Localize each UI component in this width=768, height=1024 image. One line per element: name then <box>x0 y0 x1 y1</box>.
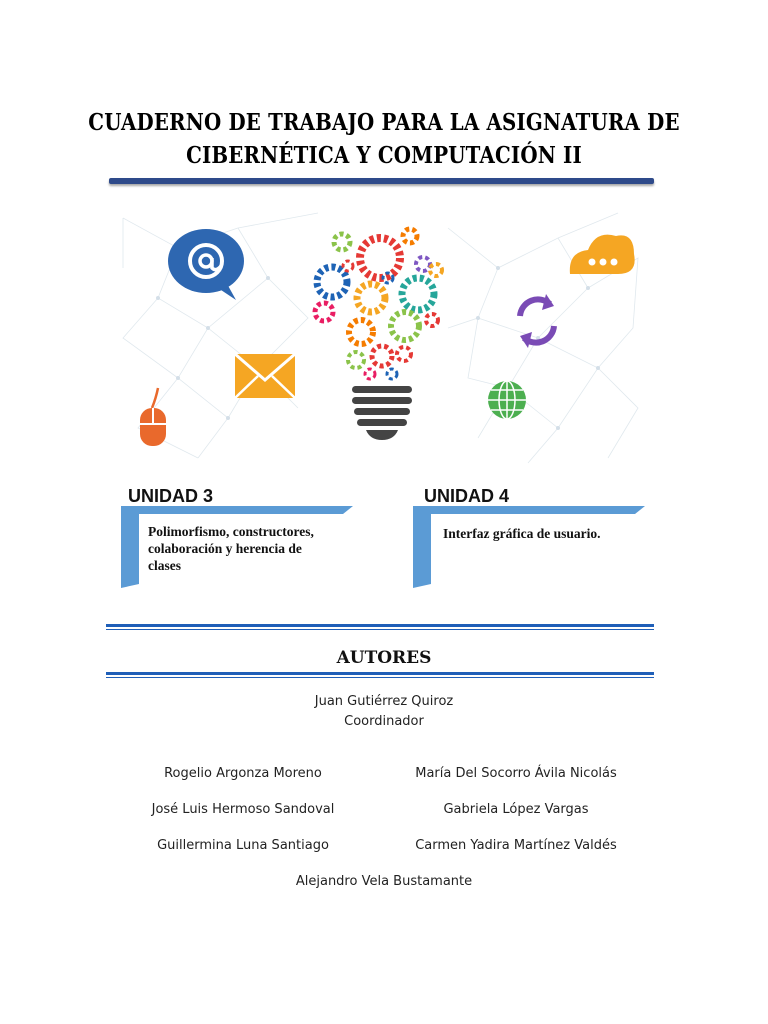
cloud-icon <box>570 235 635 274</box>
author-name: Alejandro Vela Bustamante <box>295 874 473 889</box>
unit-4-heading: UNIDAD 4 <box>424 486 510 506</box>
author-name: José Luis Hermoso Sandoval <box>151 802 335 817</box>
author-name: Gabriela López Vargas <box>443 802 589 817</box>
coordinator-role: Coordinador <box>344 714 424 729</box>
unit-3-topic <box>148 523 314 574</box>
unit-4-topic-line-1: Interfaz gráfica de usuario. <box>443 526 601 541</box>
at-sign-bubble-icon <box>168 229 244 300</box>
sync-icon <box>520 294 554 348</box>
author-name: María Del Socorro Ávila Nicolás <box>415 766 617 781</box>
authors-top-rule <box>106 624 654 630</box>
author-name: Rogelio Argonza Moreno <box>164 766 322 781</box>
unit-3-heading: UNIDAD 3 <box>128 486 214 506</box>
title-line-1: CUADERNO DE TRABAJO PARA LA ASIGNATURA DE <box>88 109 680 136</box>
document-title <box>54 106 714 172</box>
gears-lightbulb-icon <box>315 229 442 440</box>
unit-3-topic-line-2: colaboración y herencia de <box>148 541 302 556</box>
authors-bottom-rule <box>106 672 654 678</box>
coordinator-name: Juan Gutiérrez Quiroz <box>314 694 454 709</box>
authors-heading: AUTORES <box>336 648 432 668</box>
author-name: Guillermina Luna Santiago <box>157 838 329 853</box>
title-divider-bar <box>109 178 654 184</box>
unit-4-topic <box>443 525 600 542</box>
title-line-2: CIBERNÉTICA Y COMPUTACIÓN II <box>186 142 582 169</box>
unit-4-banner <box>413 506 645 588</box>
unit-3-topic-line-1: Polimorfismo, constructores, <box>148 524 314 539</box>
globe-icon <box>488 381 526 419</box>
envelope-icon <box>235 354 295 398</box>
unit-3-topic-line-3: clases <box>148 558 181 573</box>
mouse-icon <box>140 388 166 446</box>
author-name: Carmen Yadira Martínez Valdés <box>415 838 617 853</box>
hero-illustration <box>118 208 642 470</box>
